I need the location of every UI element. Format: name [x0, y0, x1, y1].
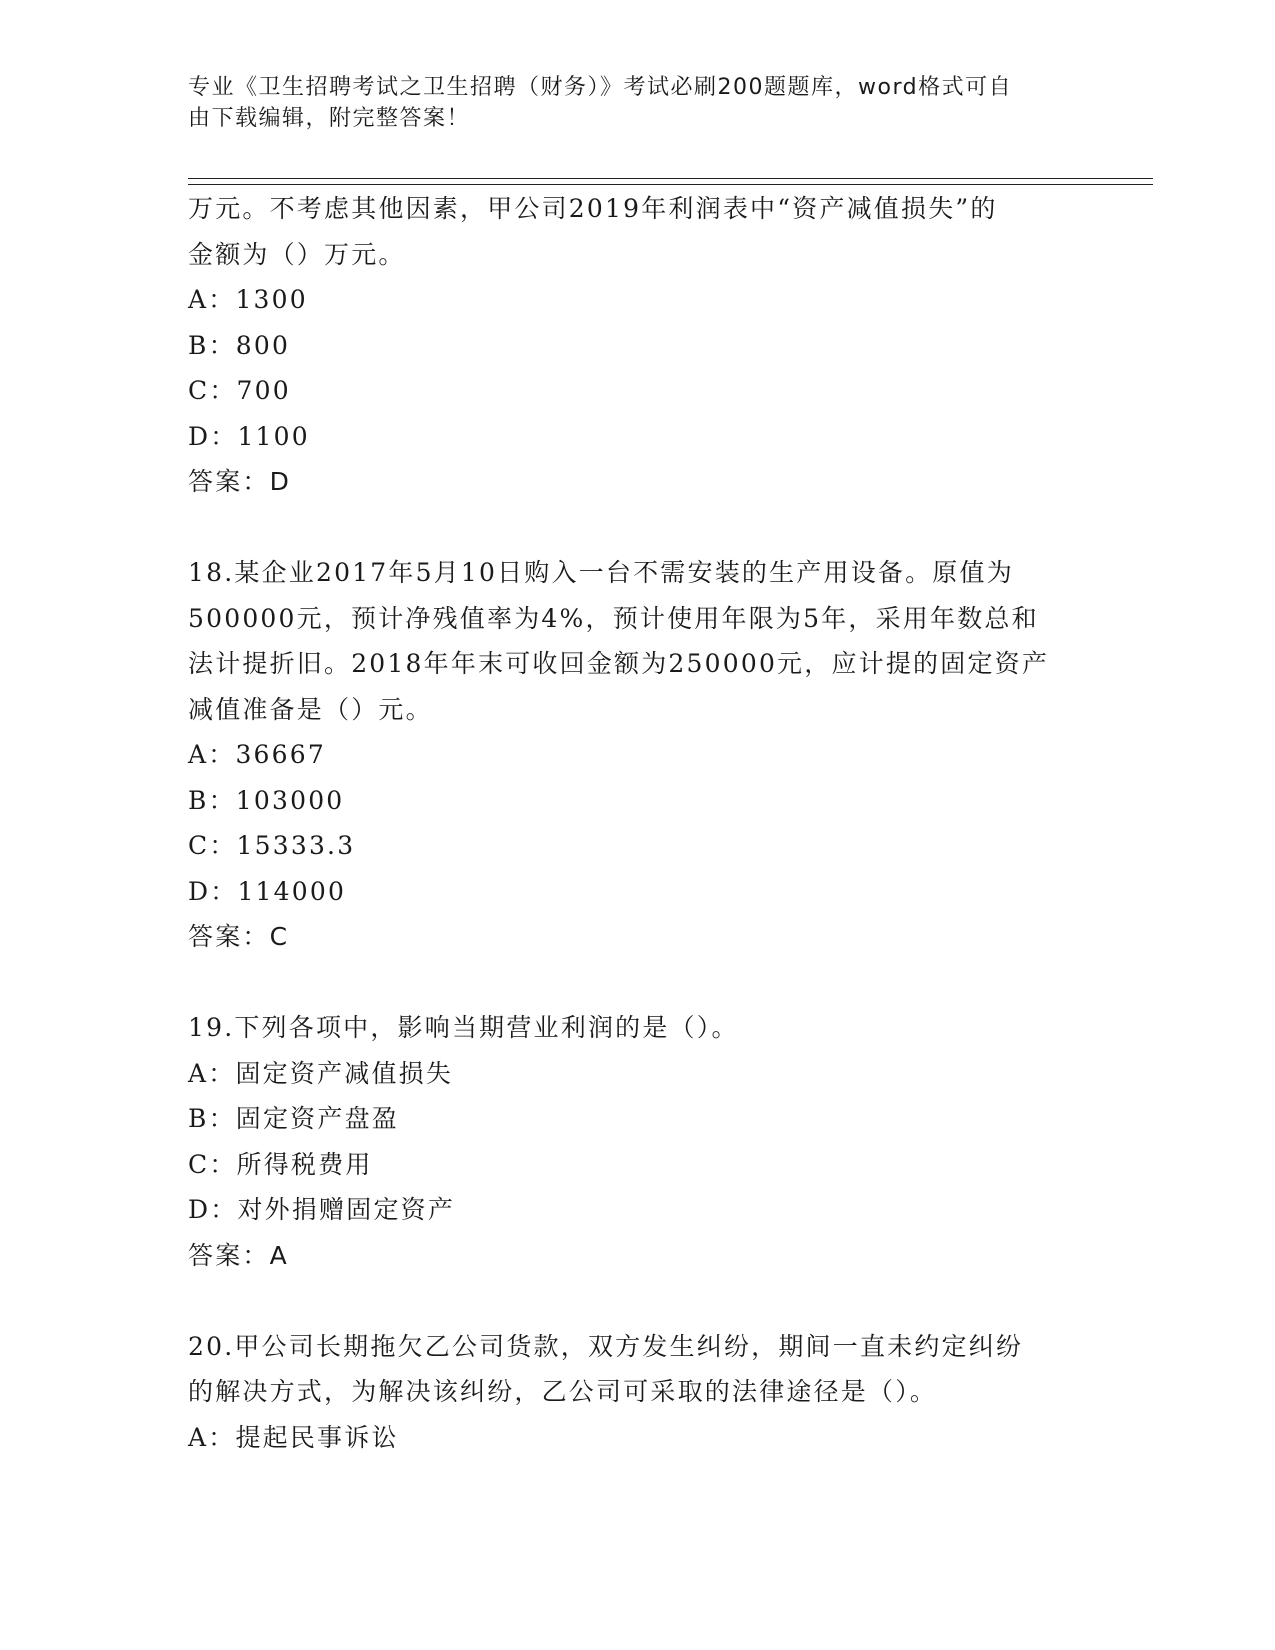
spacer [188, 505, 1088, 551]
answer-label: 答案：A [188, 1240, 289, 1270]
spacer [188, 960, 1088, 1006]
question-text-line: 减值准备是（）元。 [188, 694, 433, 724]
option-b: B：800 [188, 330, 291, 360]
question-19 [188, 1005, 1088, 1278]
option-b: B：103000 [188, 785, 345, 815]
option-a: A：固定资产减值损失 [188, 1058, 454, 1088]
page-header [188, 72, 1068, 134]
option-b: B：固定资产盘盈 [188, 1104, 399, 1133]
option-c: C：所得税费用 [188, 1149, 373, 1179]
option-c: C：15333.3 [188, 831, 356, 860]
header-rule-bottom [188, 184, 1153, 185]
question-text-line: 金额为（）万元。 [188, 239, 406, 269]
option-c: C：700 [188, 376, 291, 405]
option-a: A：36667 [188, 740, 326, 769]
question-text-line: 万元。不考虑其他因素，甲公司2019年利润表中“资产减值损失”的 [188, 194, 998, 223]
option-d: D：对外捐赠固定资产 [188, 1195, 456, 1224]
question-text-line: 18.某企业2017年5月10日购入一台不需安装的生产用设备。原值为 [188, 558, 1014, 587]
spacer [188, 1278, 1088, 1324]
option-a: A：1300 [188, 285, 308, 314]
question-text-line: 500000元，预计净残值率为4%，预计使用年限为5年，采用年数总和 [188, 603, 1039, 633]
question-text-line: 20.甲公司长期拖欠乙公司货款，双方发生纠纷，期间一直未约定纠纷 [188, 1331, 1024, 1361]
question-content [188, 186, 1088, 1460]
option-a: A：提起民事诉讼 [188, 1422, 399, 1452]
question-17-tail [188, 186, 1088, 505]
question-20 [188, 1324, 1088, 1461]
question-text-line: 的解决方式，为解决该纠纷，乙公司可采取的法律途径是（）。 [188, 1377, 938, 1406]
option-d: D：1100 [188, 421, 310, 451]
question-18 [188, 550, 1088, 960]
question-text-line: 法计提折旧。2018年年末可收回金额为250000元，应计提的固定资产 [188, 649, 1050, 678]
option-d: D：114000 [188, 876, 347, 906]
answer-label: 答案：D [188, 467, 292, 496]
header-rule-top [188, 178, 1153, 179]
header-line-1: 专业《卫生招聘考试之卫生招聘（财务）》考试必刷200题题库，word格式可自 [188, 75, 1013, 100]
question-text-line: 19.下列各项中，影响当期营业利润的是（）。 [188, 1013, 739, 1042]
header-line-2: 由下载编辑，附完整答案！ [188, 106, 471, 131]
answer-label: 答案：C [188, 922, 290, 951]
